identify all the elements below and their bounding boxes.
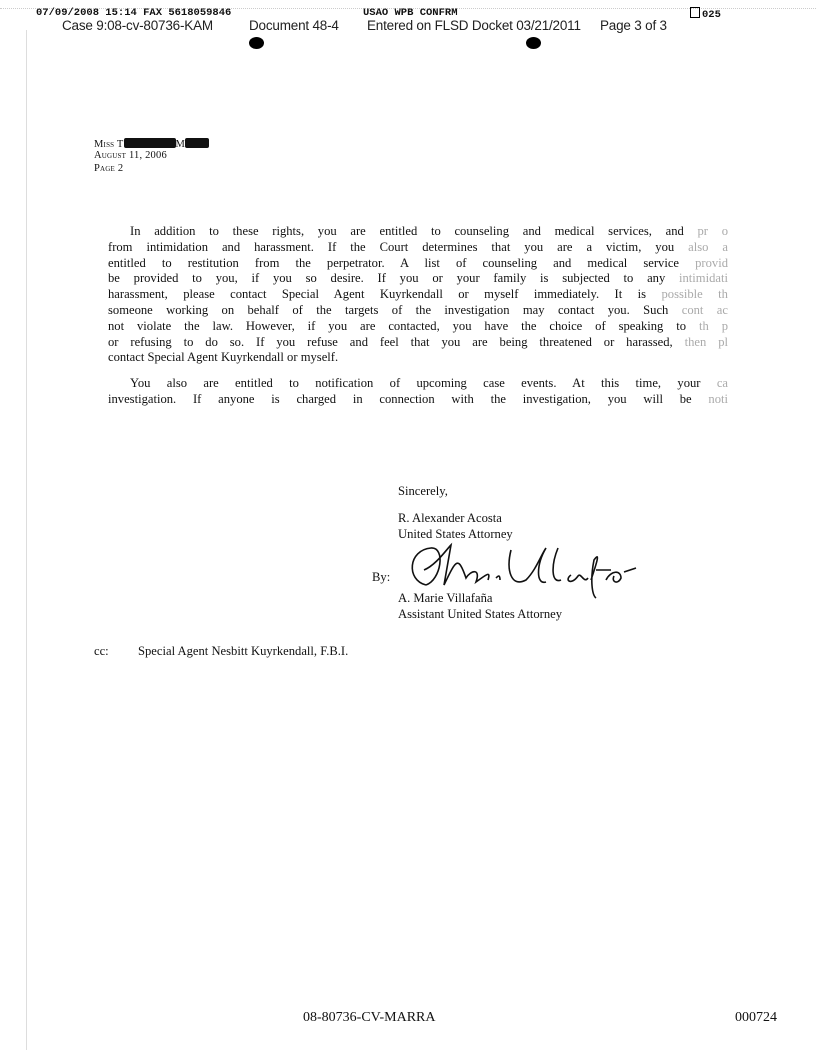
body-line [108,335,728,350]
redaction [185,138,209,148]
body-line [108,392,728,407]
court-entered-date: Entered on FLSD Docket 03/21/2011 [367,18,581,33]
body-line [108,240,728,255]
court-document-number: Document 48-4 [249,18,339,33]
body-line-faded-text: intimidati [679,271,728,286]
body-line [108,287,728,302]
fax-page-icon [690,7,700,18]
body-line [108,303,728,318]
body-line-faded-text: ca [716,376,728,390]
body-line-text: In addition to these rights, you are entitled to counseling and medical services, and [130,224,698,238]
punch-hole-mark [249,37,264,49]
body-line-text: someone working on behalf of the targets of the investigation may contact you. Such [108,303,682,317]
fax-datetime: 07/09/2008 15:14 FAX 5618059846 [36,7,232,19]
court-case-number: Case 9:08-cv-80736-KAM [62,18,213,33]
body-line [108,350,728,365]
body-line-text: investigation. If anyone is charged in connection with the investigation, you will be [108,391,709,406]
body-line-text: entitled to restitution from the perpetrator. A list of counseling and medical service [108,255,696,270]
body-line-text: contact Special Agent Kuyrkendall or myself. [108,350,339,365]
body-line-faded-text: noti [708,391,728,406]
fax-sender: USAO WPB CONFRM [363,7,458,19]
cc-label: cc: [94,644,109,658]
court-page-number: Page 3 of 3 [600,18,667,33]
letter-date: August 11, 2006 [94,150,167,161]
body-line-faded-text: then pl [684,334,728,349]
footer-case-ref: 08-80736-CV-MARRA [303,1010,436,1025]
body-line-text: harassment, please contact Special Agent Kuyrkendall or myself immediately. It is [108,287,662,302]
fax-page-code [690,7,721,21]
signer-name: R. Alexander Acosta [398,511,502,525]
signer-name-2: A. Marie Villafaña [398,591,493,605]
punch-hole-mark [526,37,541,49]
body-line-faded-text: th p [698,318,728,333]
closing-salutation: Sincerely, [398,484,448,498]
letter-page: Page 2 [94,163,124,174]
body-line-faded-text: provid [695,255,728,270]
letter-recipient [94,138,209,150]
signer-title: United States Attorney [398,527,513,541]
cc-recipient: Special Agent Nesbitt Kuyrkendall, F.B.I. [138,644,349,658]
body-line [108,256,728,271]
body-line-text: be provided to you, if you so desire. If you or your family is subjected to any [108,271,680,286]
body-line-text: or refusing to do so. If you refuse and feel that you are being threatened or harassed, [108,334,685,349]
body-line [108,271,728,286]
body-line [108,319,728,334]
body-line [130,224,728,239]
fax-page-number: 025 [702,9,721,21]
body-line-text: You also are entitled to notification of upcoming case events. At this time, your [130,376,717,390]
body-line-faded-text: pr o [697,224,728,238]
page-edge-line [26,30,27,1050]
by-label: By: [372,570,391,584]
body-line [130,376,728,391]
body-line-faded-text: also a [688,239,728,254]
body-line-text: from intimidation and harassment. If the Court determines that you are a victim, you [108,239,689,254]
recipient-initial: M [175,139,186,150]
signer-title-2: Assistant United States Attorney [398,607,563,621]
body-line-text: not violate the law. However, if you are contacted, you have the choice of speaking to [108,318,699,333]
recipient-prefix: Miss T [94,139,124,150]
footer-bates-number: 000724 [735,1010,777,1025]
redaction [124,138,176,148]
body-line-faded-text: cont ac [681,303,728,317]
body-line-faded-text: possible th [661,287,728,302]
